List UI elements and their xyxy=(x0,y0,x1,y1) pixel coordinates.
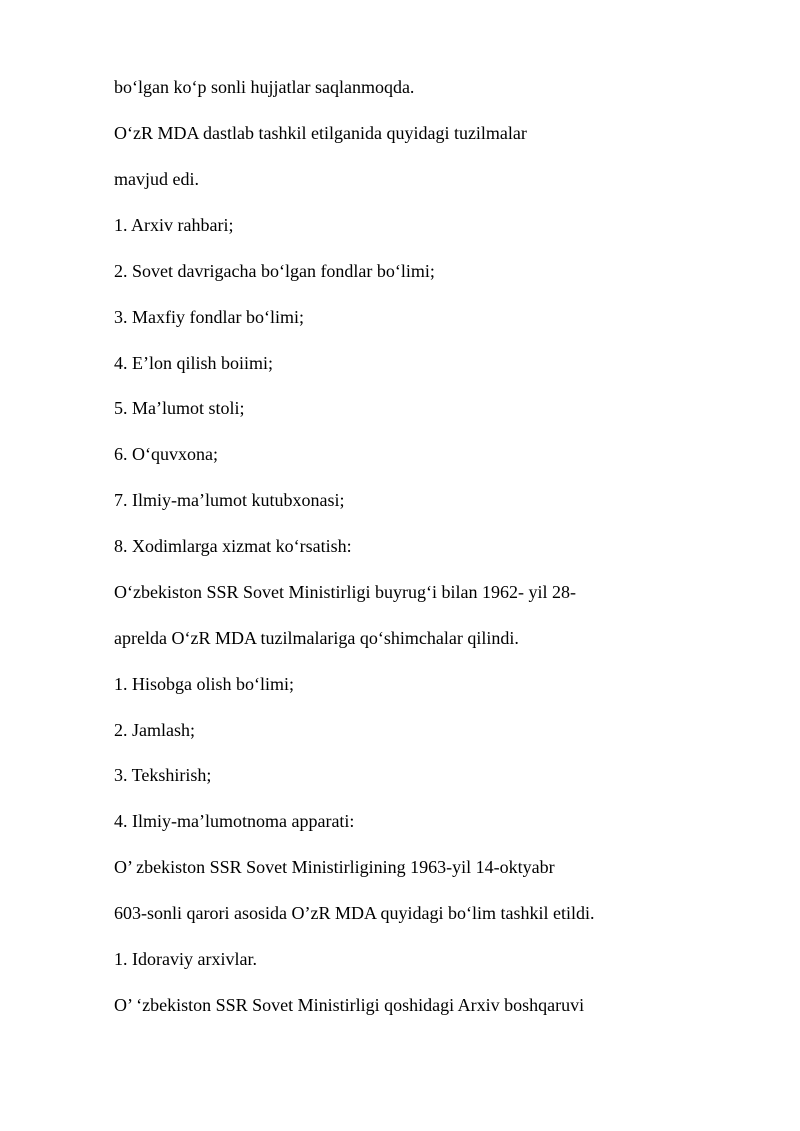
list-item-5: 5. Ma’lumot stoli; xyxy=(114,398,245,418)
list-item-1: 1. Hisobga olish bo‘limi; xyxy=(114,674,294,694)
paragraph-line: aprelda O‘zR MDA tuzilmalariga qo‘shimchalar qilindi. xyxy=(114,628,519,648)
list-item-2: 2. Jamlash; xyxy=(114,720,195,740)
list-item-1: 1. Idoraviy arxivlar. xyxy=(114,949,257,969)
list-item-7: 7. Ilmiy-ma’lumot kutubxonasi; xyxy=(114,490,345,510)
paragraph-line: O‘zbekiston SSR Sovet Ministirligi buyrug‘i bilan 1962- yil 28- xyxy=(114,582,576,602)
paragraph-line: O’ ‘zbekiston SSR Sovet Ministirligi qoshidagi Arxiv boshqaruvi xyxy=(114,995,585,1015)
text-line-continuation: bo‘lgan ko‘p sonli hujjatlar saqlanmoqda. xyxy=(114,77,415,97)
list-item-4: 4. E’lon qilish boiimi; xyxy=(114,353,274,373)
list-item-2: 2. Sovet davrigacha bo‘lgan fondlar bo‘limi; xyxy=(114,261,435,281)
list-item-3: 3. Tekshirish; xyxy=(114,765,212,785)
list-item-6: 6. O‘quvxona; xyxy=(114,444,218,464)
text-line-intro: O‘zR MDA dastlab tashkil etilganida quyidagi tuzilmalar xyxy=(114,123,527,143)
paragraph-line: 603-sonli qarori asosida O’zR MDA quyidagi bo‘lim tashkil etildi. xyxy=(114,903,595,923)
text-line-intro-end: mavjud edi. xyxy=(114,169,199,189)
paragraph-line: O’ zbekiston SSR Sovet Ministirligining 1963-yil 14-oktyabr xyxy=(114,857,555,877)
list-item-8: 8. Xodimlarga xizmat ko‘rsatish: xyxy=(114,536,352,556)
list-item-4: 4. Ilmiy-ma’lumotnoma apparati: xyxy=(114,811,355,831)
list-item-1: 1. Arxiv rahbari; xyxy=(114,215,234,235)
list-item-3: 3. Maxfiy fondlar bo‘limi; xyxy=(114,307,304,327)
